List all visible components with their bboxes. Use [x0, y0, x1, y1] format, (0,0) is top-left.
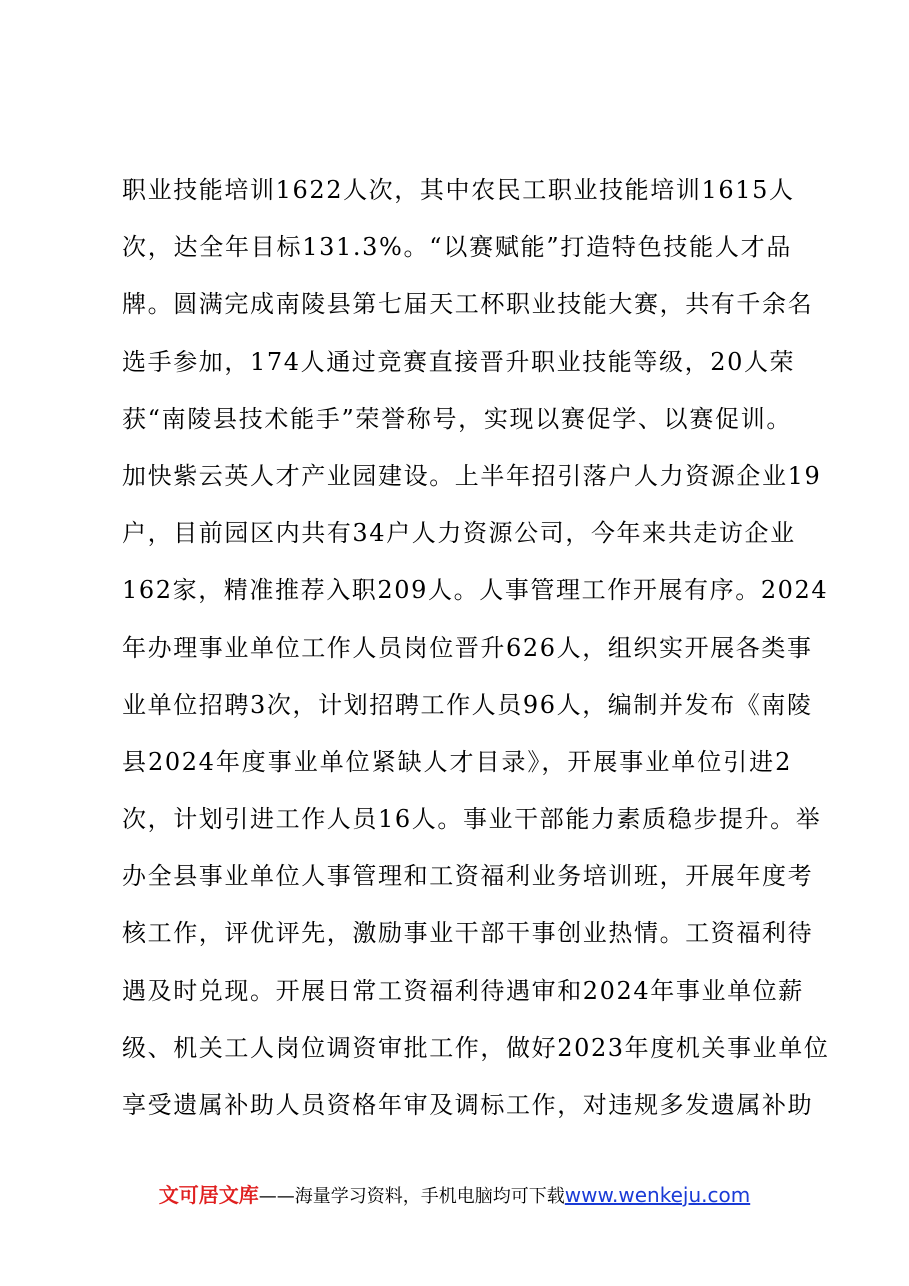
- text-line: 享受遗属补助人员资格年审及调标工作，对违规多发遗属补助: [122, 1091, 814, 1119]
- text-line: 年办理事业单位工作人员岗位晋升626人，组织实开展各类事: [122, 633, 813, 662]
- site-link[interactable]: www.wenkeju.com: [564, 1183, 751, 1207]
- body-text: [122, 162, 830, 1134]
- text-line: 牌。圆满完成南陵县第七届天工杯职业技能大赛，共有千余名: [122, 290, 814, 319]
- text-line: 县2024年度事业单位紧缺人才目录》，开展事业单位引进2: [122, 747, 792, 776]
- text-line: 业单位招聘3次，计划招聘工作人员96人，编制并发布《南陵: [122, 690, 813, 719]
- footer-slogan: ——海量学习资料，手机电脑均可下载: [258, 1186, 565, 1207]
- text-line: 次，计划引进工作人员16人。事业干部能力素质稳步提升。举: [122, 805, 822, 834]
- text-line: 户，目前园区内共有34户人力资源公司，今年来共走访企业: [122, 519, 796, 548]
- text-line: 核工作，评优评先，激励事业干部干事创业热情。工资福利待: [122, 919, 814, 948]
- text-line: 加快紫云英人才产业园建设。上半年招引落户人力资源企业19: [122, 461, 822, 490]
- text-line: 162家，精准推荐入职209人。人事管理工作开展有序。2024: [122, 576, 829, 605]
- text-line: 级、机关工人岗位调资审批工作，做好2023年度机关事业单位: [122, 1033, 830, 1062]
- footer-banner: [0, 1180, 909, 1212]
- text-line: 获“南陵县技术能手”荣誉称号，实现以赛促学、以赛促训。: [122, 404, 792, 433]
- text-line: 职业技能培训1622人次，其中农民工职业技能培训1615人: [122, 176, 795, 204]
- brand-name: 文可居文库: [158, 1183, 259, 1207]
- text-line: 选手参加，174人通过竞赛直接晋升职业技能等级，20人荣: [122, 347, 796, 376]
- text-line: 次，达全年目标131.3%。“以赛赋能”打造特色技能人才品: [122, 233, 792, 262]
- text-line: 办全县事业单位人事管理和工资福利业务培训班，开展年度考: [122, 862, 814, 891]
- text-line: 遇及时兑现。开展日常工资福利待遇审和2024年事业单位薪: [122, 976, 804, 1005]
